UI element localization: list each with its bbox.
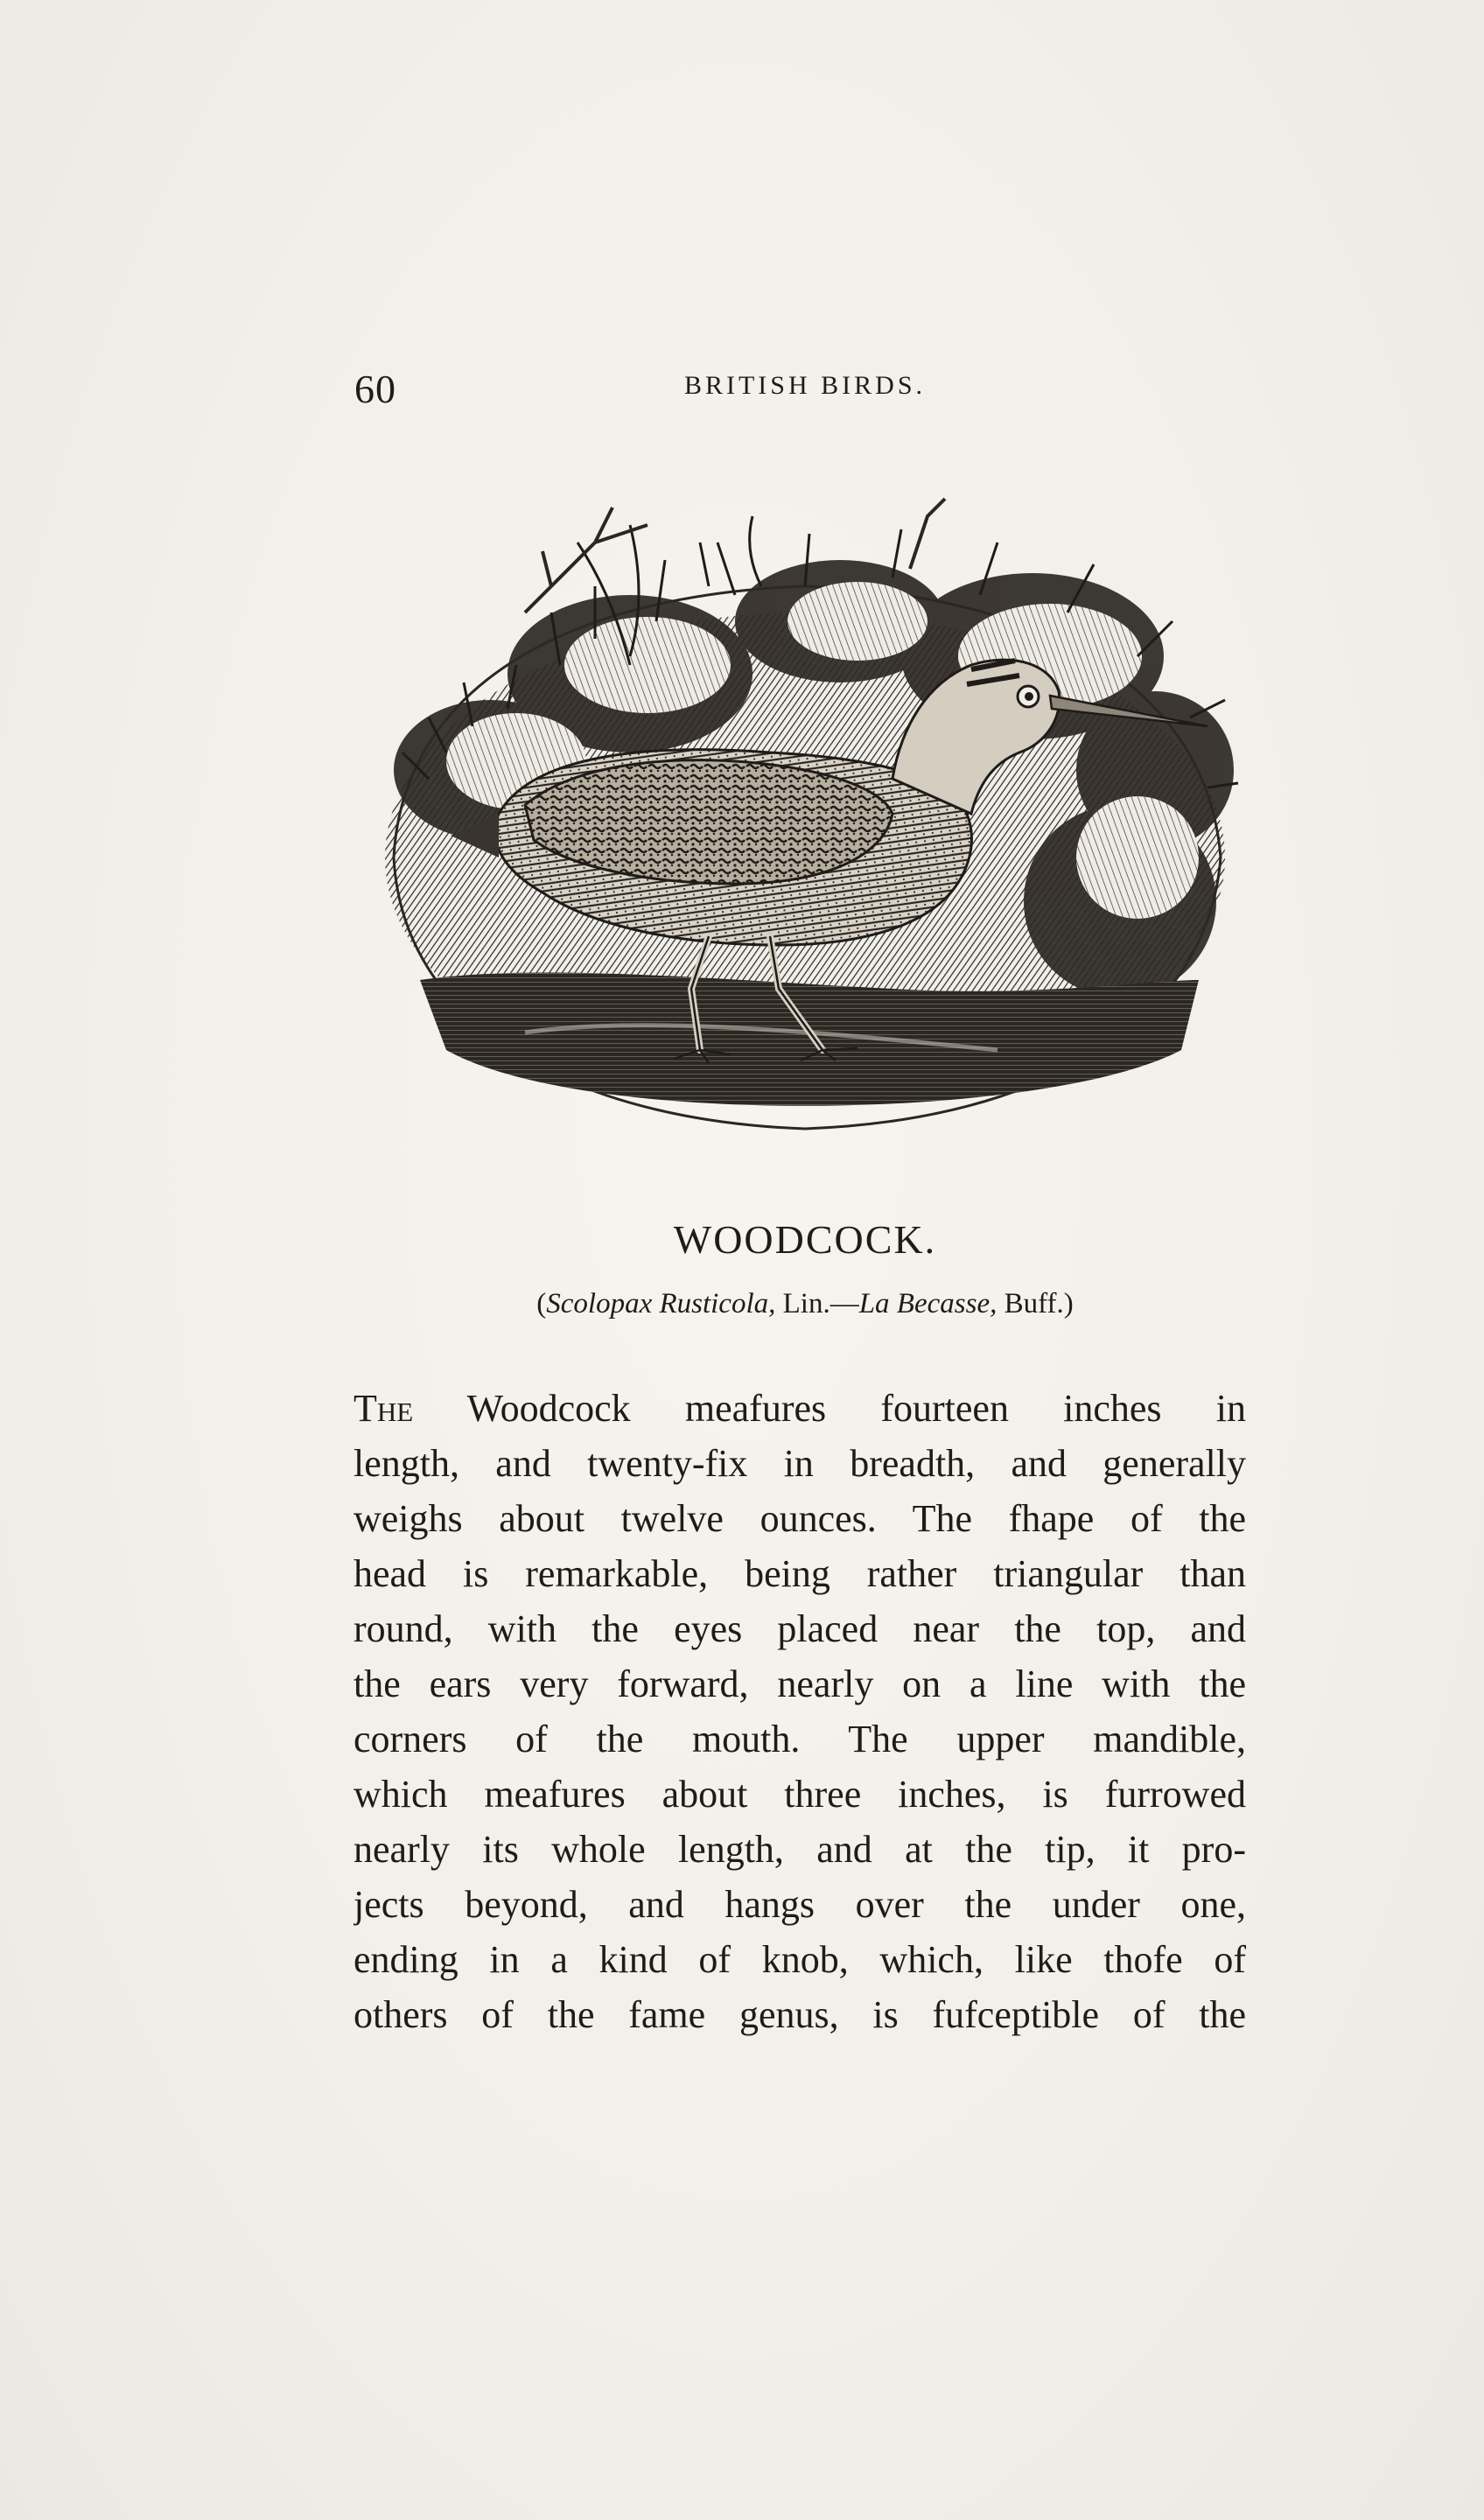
body-line: length, and twenty-fix in breadth, and generally	[354, 1442, 1246, 1485]
body-line: jects beyond, and hangs over the under one,	[354, 1883, 1246, 1926]
buffon-source: Buff.	[997, 1288, 1064, 1320]
french-name: La Becasse,	[858, 1288, 998, 1320]
running-title: BRITISH BIRDS.	[683, 371, 927, 400]
body-line: ending in a kind of knob, which, like thofe of	[354, 1938, 1246, 1981]
body-line: nearly its whole length, and at the tip, it pro-	[354, 1828, 1246, 1871]
linnaeus-authority: Lin.—	[775, 1288, 859, 1320]
body-line: round, with the eyes placed near the top, and	[354, 1607, 1246, 1650]
body-line: corners of the mouth. The upper mandible,	[354, 1718, 1246, 1760]
entry-title: WOODCOCK.	[673, 1217, 937, 1262]
running-head	[354, 366, 1256, 418]
page-number: 60	[354, 367, 396, 411]
first-word: The	[354, 1387, 414, 1430]
body-paragraph	[354, 1381, 1246, 2042]
body-line: which meafures about three inches, is furrowed	[354, 1773, 1246, 1816]
body-line: The Woodcock meafures fourteen inches in	[354, 1387, 1246, 1430]
body-line: the ears very forward, nearly on a line with the	[354, 1662, 1246, 1705]
woodcock-engraving-icon	[368, 490, 1242, 1164]
synonym-open-paren: (	[536, 1288, 547, 1320]
body-line: others of the fame genus, is fufceptible of the	[354, 1993, 1246, 2036]
synonym-close-paren: )	[1063, 1288, 1074, 1320]
body-line: weighs about twelve ounces. The fhape of the	[354, 1497, 1246, 1540]
body-line: head is remarkable, being rather triangular than	[354, 1552, 1246, 1595]
entry-synonym	[354, 1288, 1256, 1320]
scientific-name: Scolopax Rusticola,	[546, 1288, 776, 1320]
